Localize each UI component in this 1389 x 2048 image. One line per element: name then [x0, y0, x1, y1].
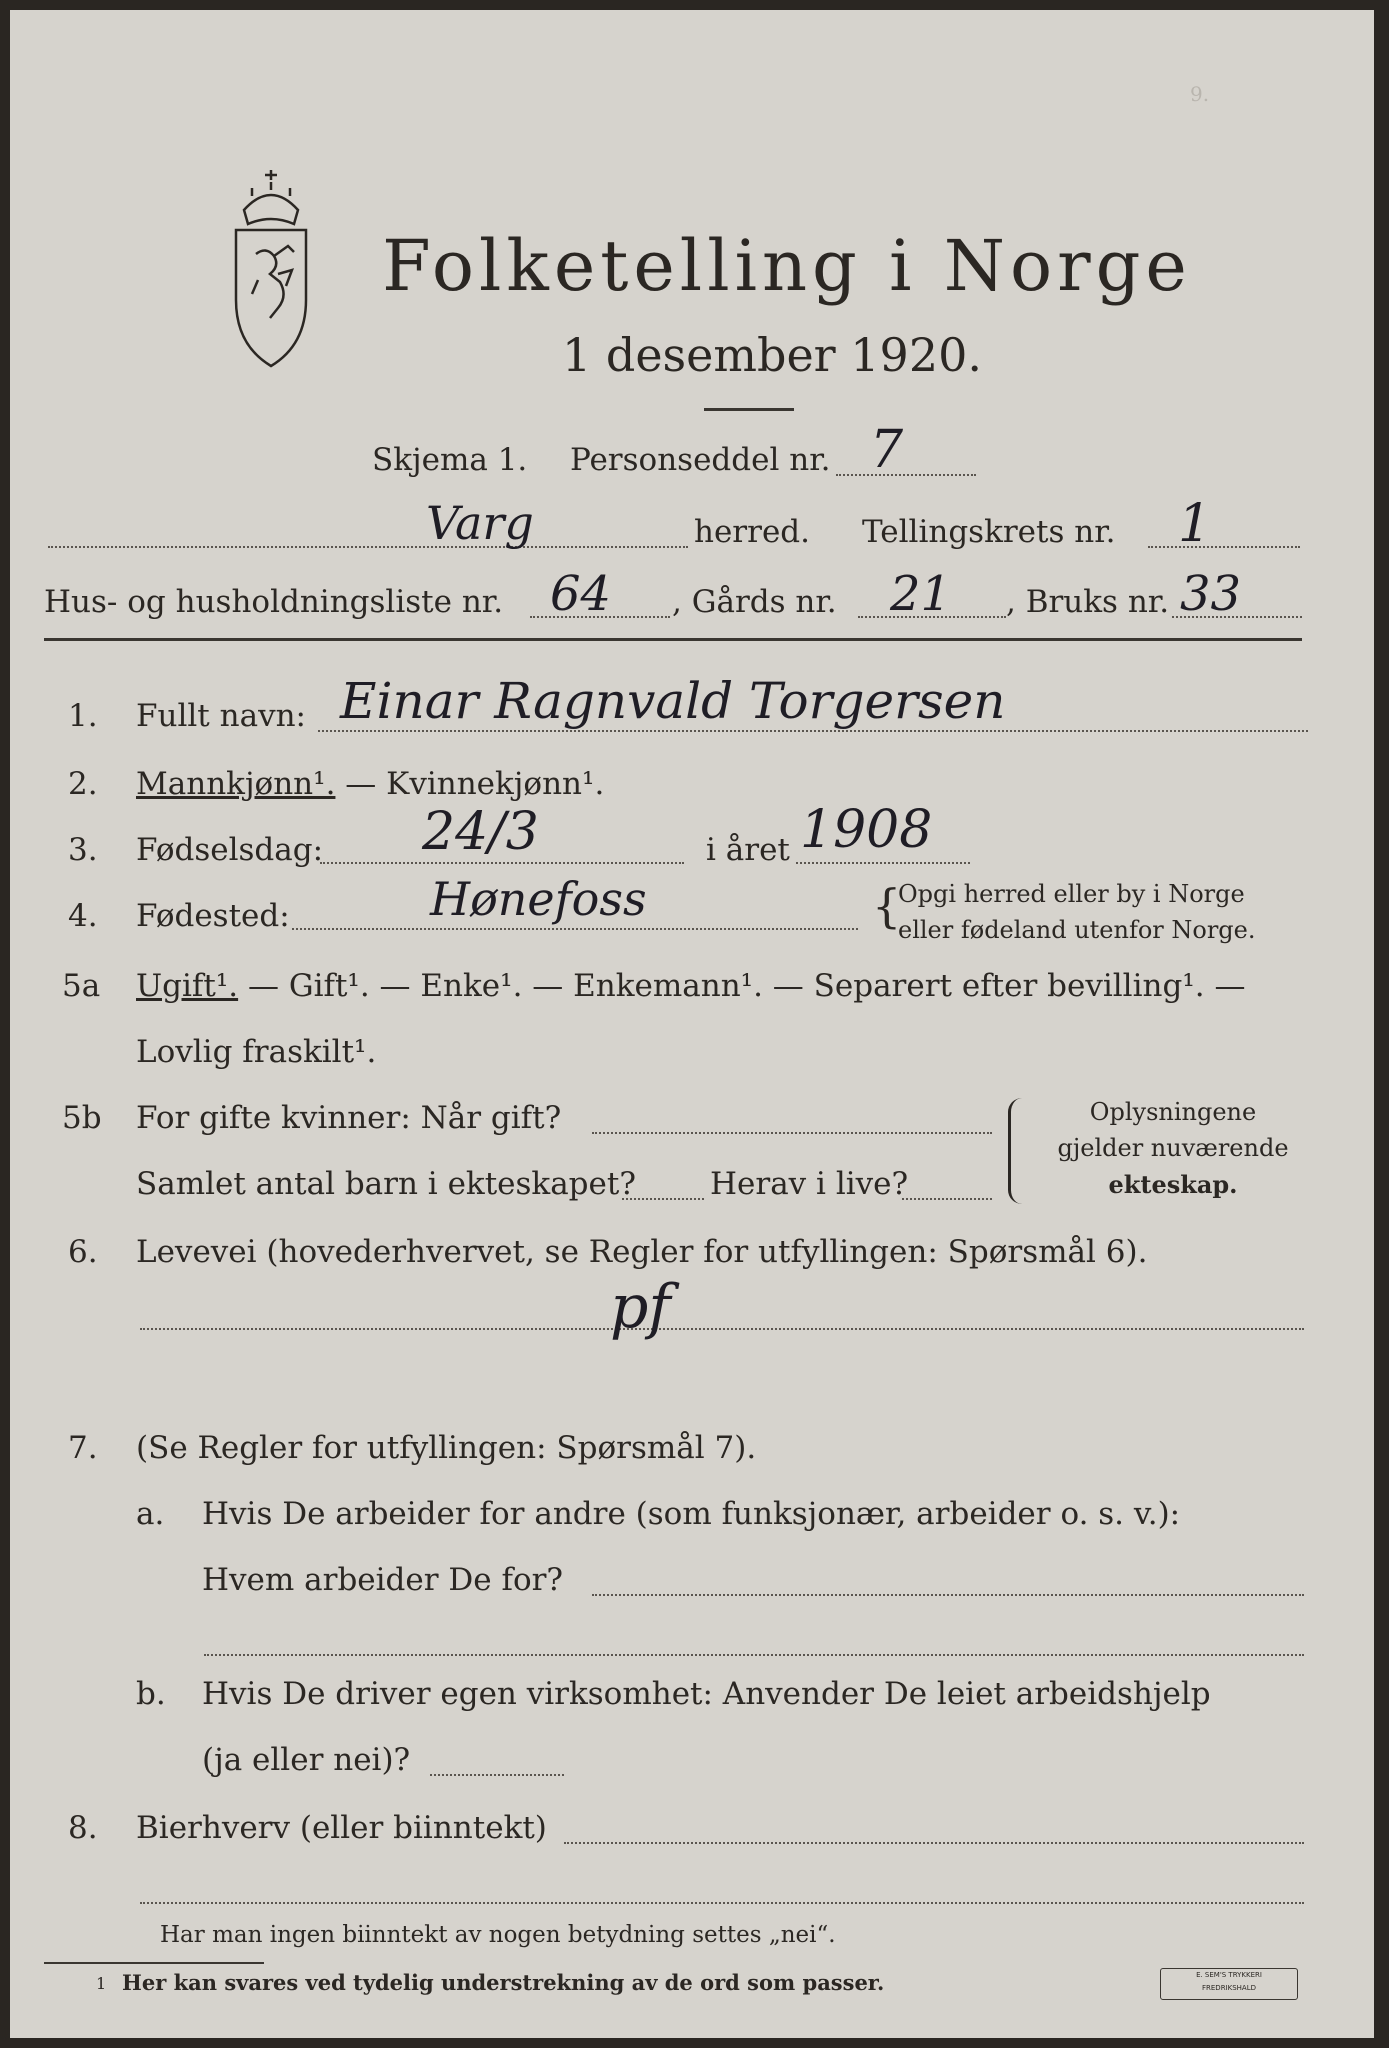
title-divider: [704, 408, 794, 411]
q4-brace: {: [872, 879, 902, 933]
q7b-letter: b.: [136, 1676, 166, 1712]
q5b-alive-label: Herav i live?: [710, 1166, 909, 1202]
tellingskrets-line: [1148, 546, 1300, 548]
husliste-value[interactable]: 64: [550, 566, 612, 622]
birthday-value[interactable]: 24/3: [422, 802, 539, 862]
bruks-label: , Bruks nr.: [1006, 584, 1170, 620]
birth-year-value[interactable]: 1908: [800, 800, 933, 860]
occupation-value[interactable]: pf: [610, 1272, 671, 1342]
printer-stamp: [1160, 1968, 1298, 2000]
q5a-number: 5a: [62, 968, 101, 1004]
birthplace-line: [292, 928, 858, 930]
footnote-text: Her kan svares ved tydelig understrekning av de ord som passer.: [122, 1970, 885, 1995]
q7a-employer-label: Hvem arbeider De for?: [202, 1562, 564, 1598]
birth-year-line: [796, 862, 970, 864]
side-occupation-line-2: [140, 1902, 1304, 1904]
q5b-bracket: [1008, 1098, 1025, 1204]
q7-number: 7.: [68, 1430, 98, 1466]
gards-label: , Gårds nr.: [672, 584, 837, 620]
birthplace-value[interactable]: Hønefoss: [430, 872, 647, 926]
personseddel-line: [836, 474, 976, 476]
q1-label: Fullt navn:: [136, 698, 306, 734]
q1-number: 1.: [68, 698, 98, 734]
q4-number: 4.: [68, 898, 98, 934]
printer-stamp-line1: E. SEM'S TRYKKERI: [1196, 1971, 1262, 1979]
personseddel-label: Personseddel nr.: [570, 442, 831, 478]
q1-line: [318, 730, 1308, 732]
personseddel-value[interactable]: 7: [870, 420, 904, 480]
marital-other-options[interactable]: — Gift¹. — Enke¹. — Enkemann¹. — Separert efter bevilling¹. —: [238, 968, 1246, 1004]
q5a-options: [136, 968, 1245, 1004]
tellingskrets-value[interactable]: 1: [1178, 494, 1212, 554]
skjema-label: Skjema 1.: [372, 442, 528, 478]
q2-number: 2.: [68, 766, 98, 802]
herred-line: [48, 546, 688, 548]
q8-label: Bierhverv (eller biinntekt): [136, 1810, 547, 1846]
husliste-label: Hus- og husholdningsliste nr.: [44, 584, 504, 620]
children-line: [622, 1198, 704, 1200]
q5b-note-line1: Oplysningene: [1089, 1098, 1257, 1126]
q2-options: Mannkjønn¹. — Kvinnekjønn¹.: [136, 766, 605, 802]
married-when-line: [592, 1132, 992, 1134]
birthday-line: [320, 862, 684, 864]
gards-value[interactable]: 21: [890, 566, 952, 622]
footnote-divider: [44, 1962, 264, 1964]
q6-label: Levevei (hovederhvervet, se Regler for utfyllingen: Spørsmål 6).: [136, 1234, 1148, 1270]
q7-label: (Se Regler for utfyllingen: Spørsmål 7).: [136, 1430, 757, 1466]
q4-label: Fødested:: [136, 898, 290, 934]
q7b-answer-label: (ja eller nei)?: [202, 1742, 411, 1778]
q3-year-label: i året: [706, 832, 790, 868]
q8-number: 8.: [68, 1810, 98, 1846]
census-form-sheet: [10, 10, 1374, 2038]
form-title: Folketelling i Norge: [382, 225, 1192, 307]
header-separator: [44, 638, 1302, 641]
herred-value[interactable]: Varg: [426, 496, 534, 550]
bruks-value[interactable]: 33: [1180, 566, 1242, 622]
q5b-note-line2: gjelder nuværende: [1057, 1134, 1289, 1162]
q3-label: Fødselsdag:: [136, 832, 324, 868]
q4-note-line1: Opgi herred eller by i Norge: [898, 880, 1245, 908]
option-ugift[interactable]: Ugift¹.: [136, 968, 239, 1004]
q7a-letter: a.: [136, 1496, 165, 1532]
option-male[interactable]: Mannkjønn¹.: [136, 766, 336, 802]
printer-stamp-line2: FREDRIKSHALD: [1201, 1984, 1256, 1992]
tellingskrets-label: Tellingskrets nr.: [862, 514, 1116, 550]
footer-note: Har man ingen biinntekt av nogen betydning settes „nei“.: [160, 1922, 836, 1948]
q5b-children-label: Samlet antal barn i ekteskapet?: [136, 1166, 636, 1202]
hired-help-line: [430, 1774, 564, 1776]
employer-line: [592, 1594, 1304, 1596]
q5a-line2[interactable]: Lovlig fraskilt¹.: [136, 1034, 377, 1070]
full-name-value[interactable]: Einar Ragnvald Torgersen: [340, 672, 1006, 730]
q4-note-line2: eller fødeland utenfor Norge.: [898, 916, 1256, 944]
herred-label: herred.: [694, 514, 810, 550]
q7a-question: Hvis De arbeider for andre (som funksjonær, arbeider o. s. v.):: [202, 1496, 1181, 1532]
q5b-note-line3: ekteskap.: [1108, 1170, 1238, 1199]
bleed-through-text: 9.: [1190, 82, 1210, 106]
option-female[interactable]: Kvinnekjønn¹.: [386, 766, 605, 802]
q7b-question: Hvis De driver egen virksomhet: Anvender De leiet arbeidshjelp: [202, 1676, 1211, 1712]
alive-line: [902, 1198, 992, 1200]
employer-line-2: [204, 1654, 1304, 1656]
q3-number: 3.: [68, 832, 98, 868]
q5b-number: 5b: [62, 1100, 102, 1136]
q6-number: 6.: [68, 1234, 98, 1270]
side-occupation-line: [564, 1842, 1304, 1844]
footnote-number: 1: [96, 1974, 107, 1993]
occupation-line: [140, 1328, 1304, 1330]
census-date: 1 desember 1920.: [562, 328, 982, 382]
q5b-label: For gifte kvinner: Når gift?: [136, 1100, 562, 1136]
